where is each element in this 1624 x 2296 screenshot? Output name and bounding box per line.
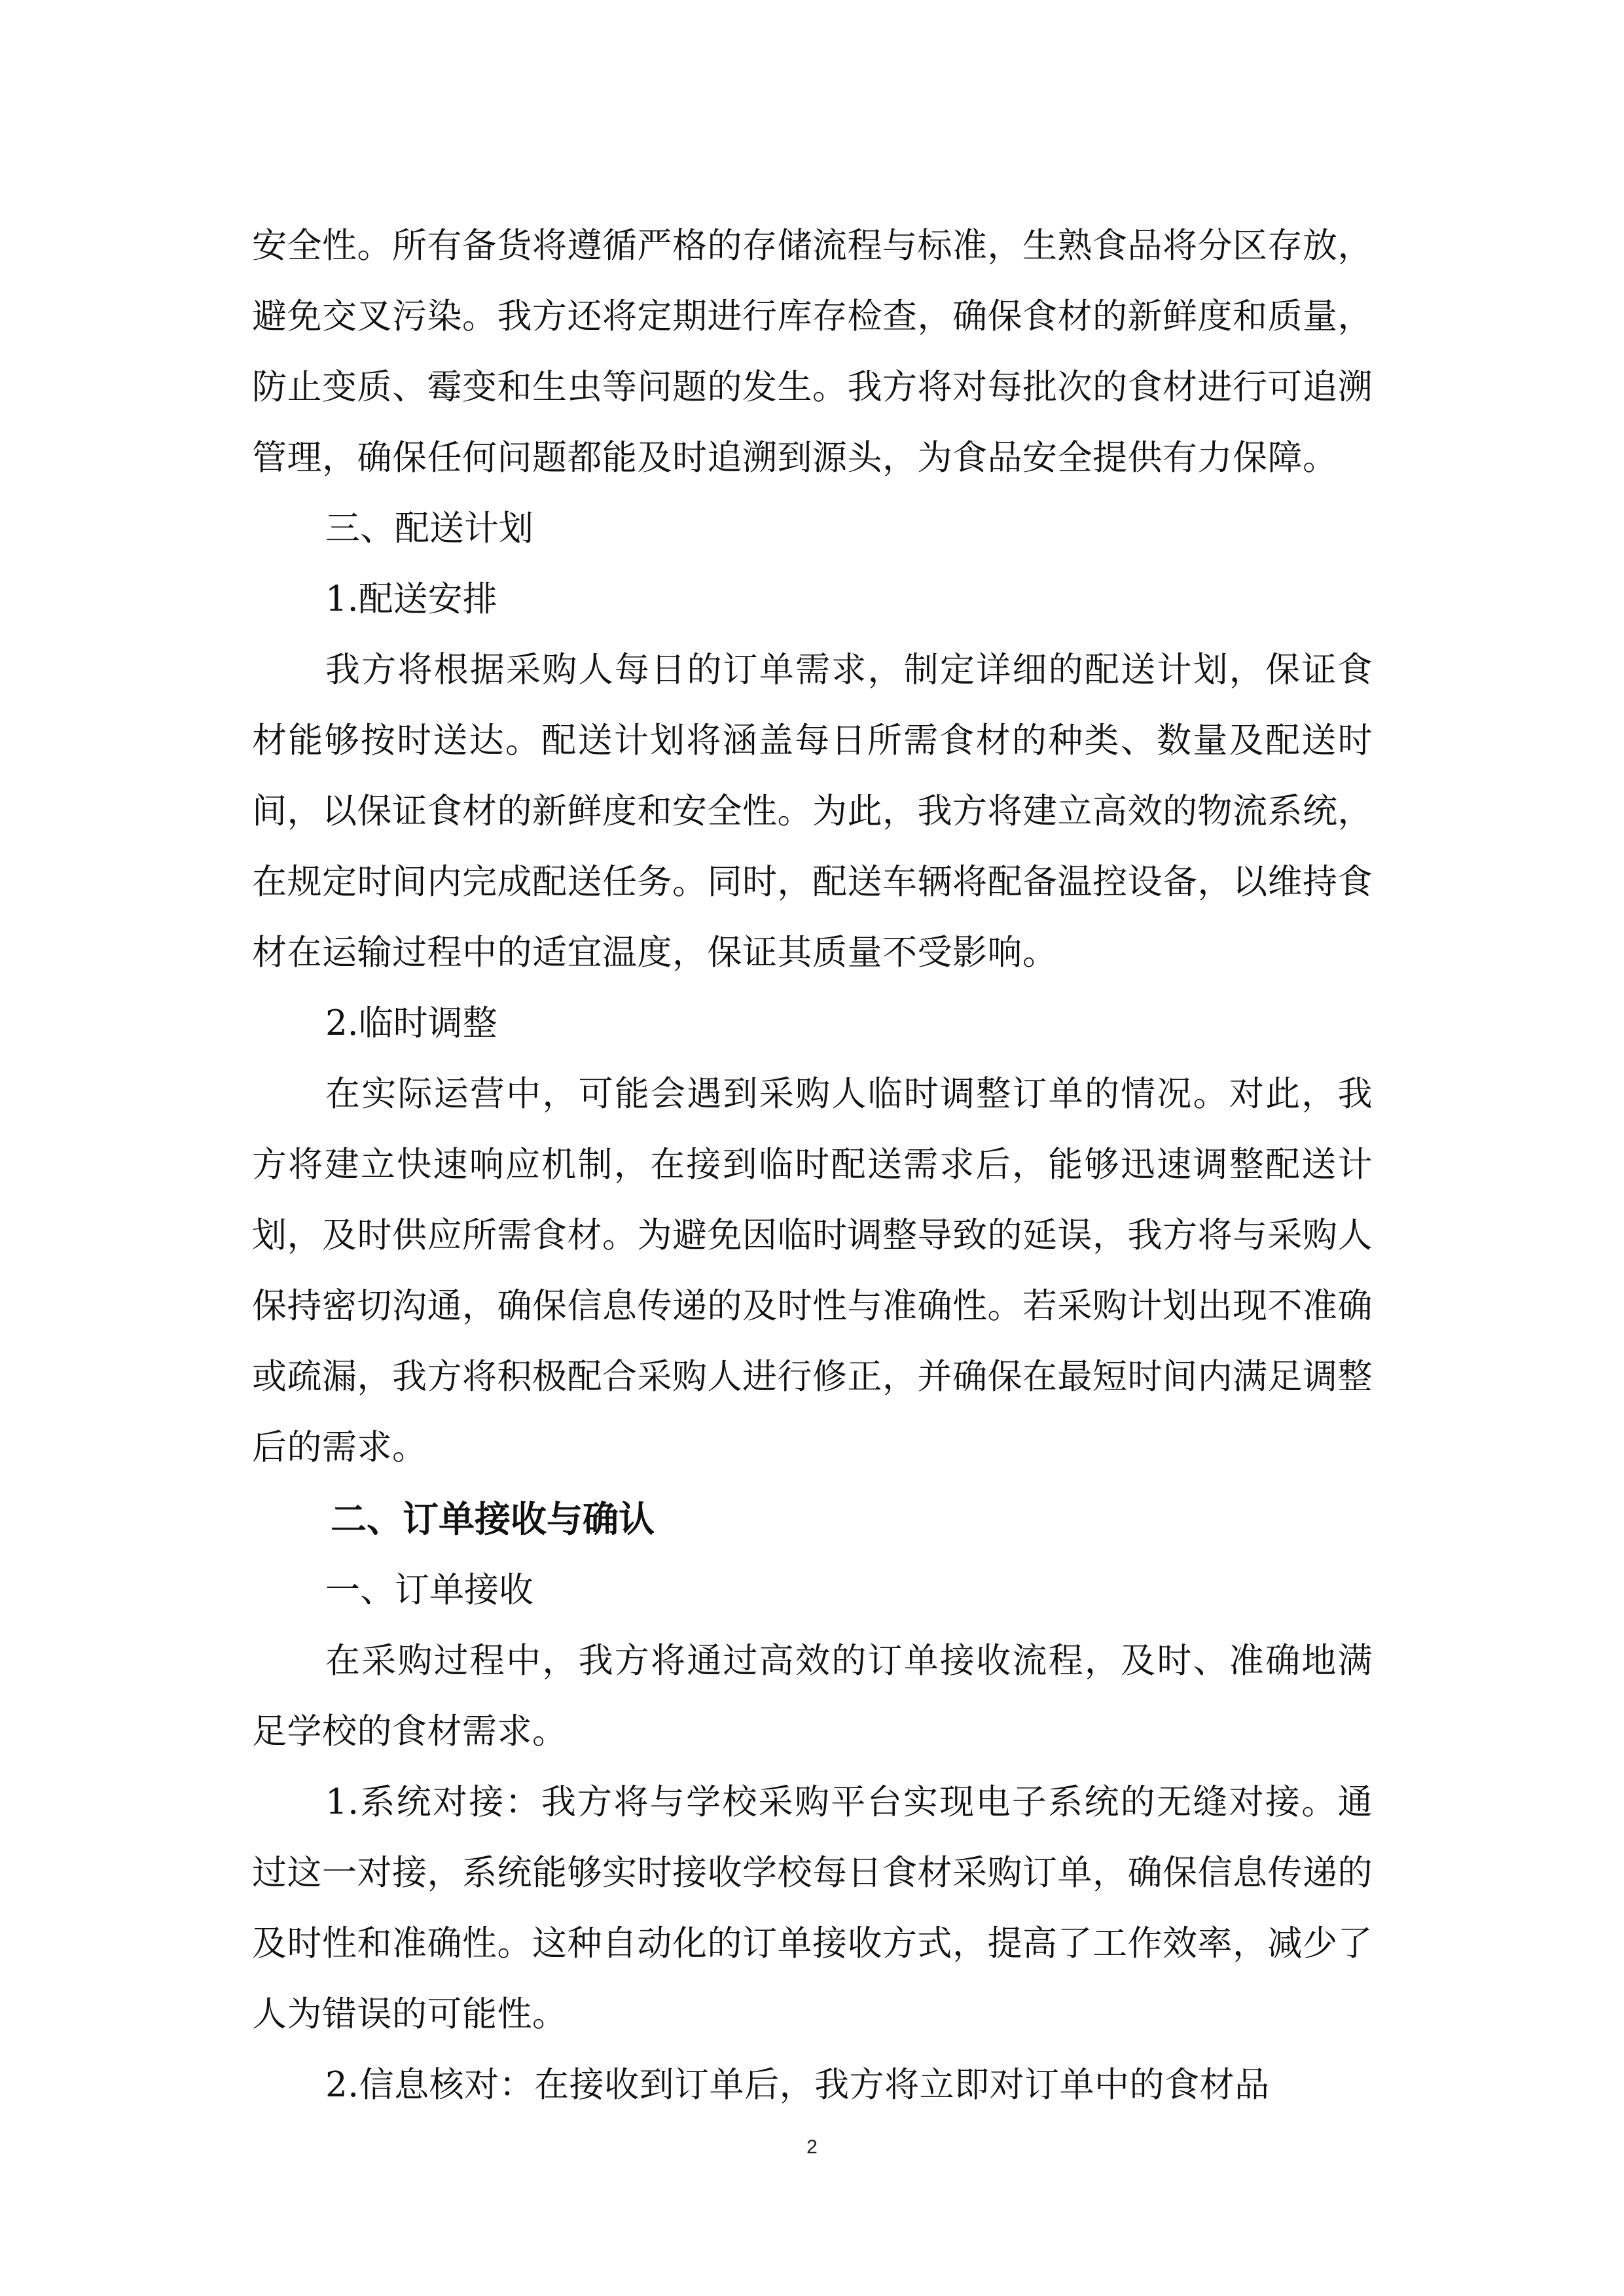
paragraph-delivery-arrangement: 我方将根据采购人每日的订单需求，制定详细的配送计划，保证食材能够按时送达。配送计划将涵盖每日所需食材的种类、数量及配送时间，以保证食材的新鲜度和安全性。为此，我方将建立高效的物流系统，在规定时间内完成配送任务。同时，配送车辆将配备温控设备，以维持食材在运输过程中的适宜温度，保证其质量不受影响。 xyxy=(252,650,1373,973)
subsection-heading-temporary-adjustment: 2.临时调整 xyxy=(325,1003,497,1043)
subsection-heading-delivery-arrangement: 1.配送安排 xyxy=(325,579,497,619)
document-body xyxy=(252,211,1373,2121)
paragraph-system-integration: 1.系统对接：我方将与学校采购平台实现电子系统的无缝对接。通过这一对接，系统能够实时接收学校每日食材采购订单，确保信息传递的及时性和准确性。这种自动化的订单接收方式，提高了工作效率，减少了人为错误的可能性。 xyxy=(252,1782,1373,2034)
paragraph-storage-safety: 安全性。所有备货将遵循严格的存储流程与标准，生熟食品将分区存放，避免交叉污染。我方还将定期进行库存检查，确保食材的新鲜度和质量，防止变质、霉变和生虫等问题的发生。我方将对每批次的食材进行可追溯管理，确保任何问题都能及时追溯到源头，为食品安全提供有力保障。 xyxy=(252,226,1373,478)
chapter-heading-order-receipt: 二、订单接收与确认 xyxy=(331,1498,655,1540)
paragraph-temporary-adjustment: 在实际运营中，可能会遇到采购人临时调整订单的情况。对此，我方将建立快速响应机制，在接到临时配送需求后，能够迅速调整配送计划，及时供应所需食材。为避免因临时调整导致的延误，我方将与采购人保持密切沟通，确保信息传递的及时性与准确性。若采购计划出现不准确或疏漏，我方将积极配合采购人进行修正，并确保在最短时间内满足调整后的需求。 xyxy=(252,1074,1373,1467)
section-heading-order-receipt: 一、订单接收 xyxy=(325,1570,533,1610)
page-number: 2 xyxy=(806,2136,818,2158)
paragraph-order-receipt-intro: 在采购过程中，我方将通过高效的订单接收流程，及时、准确地满足学校的食材需求。 xyxy=(252,1641,1373,1751)
section-heading-delivery-plan: 三、配送计划 xyxy=(325,509,533,548)
paragraph-information-verification: 2.信息核对：在接收到订单后，我方将立即对订单中的食材品 xyxy=(325,2065,1270,2105)
